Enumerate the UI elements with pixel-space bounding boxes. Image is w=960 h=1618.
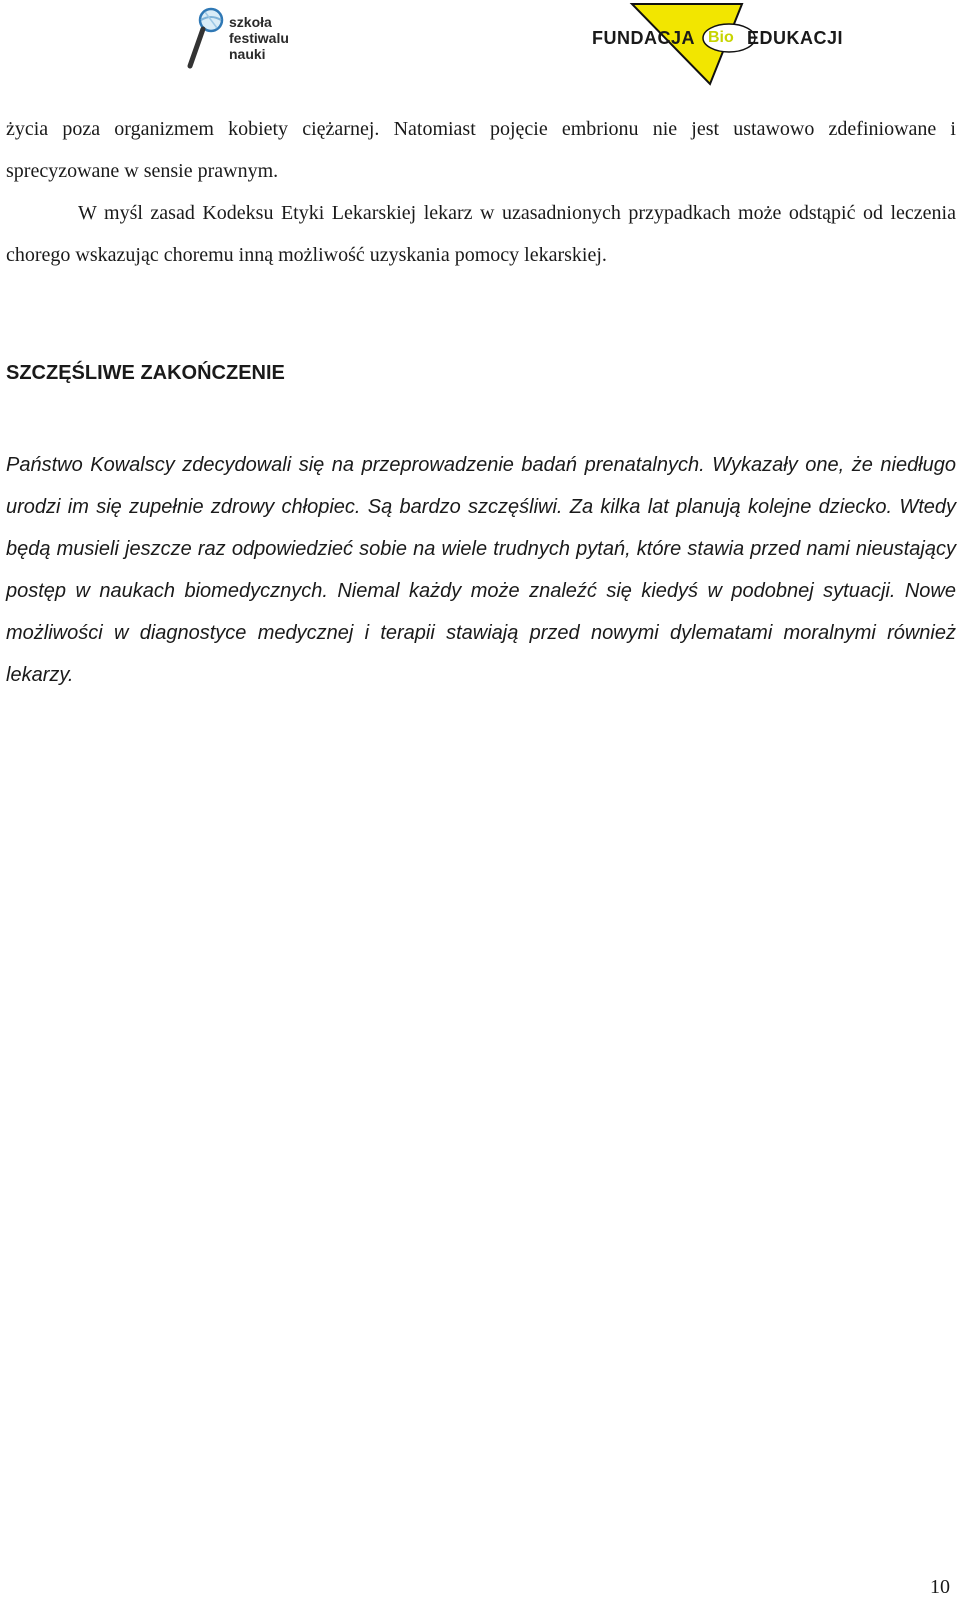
main-text [6, 108, 956, 276]
paragraph-kodeks: W myśl zasad Kodeksu Etyki Lekarskiej lekarz w uzasadnionych przypadkach może odstąpić od leczenia chorego wskazując choremu inną możliwość uzyskania pomocy lekarskiej. [6, 202, 956, 266]
page-header [0, 0, 960, 95]
paragraph-ending: Państwo Kowalscy zdecydowali się na przeprowadzenie badań prenatalnych. Wykazały one, że niedługo urodzi im się zupełnie zdrowy chłopiec. Są bardzo szczęśliwi. Za kilka lat planują kolejne dziecko. Wtedy będą musieli jeszcze raz odpowiedzieć sobie na wiele trudnych pytań, które stawia przed nami nieustający postęp w naukach biomedycznych. Niemal każdy może znaleźć się kiedyś w podobnej sytuacji. Nowe możliwości w diagnostyce medycznej i terapii stawiają przed nowymi dylematami moralnymi również lekarzy. [6, 454, 956, 686]
logo-line-3: nauki [229, 46, 266, 62]
logo-words [229, 14, 289, 62]
logo-line-1: szkoła [229, 14, 272, 30]
szkola-festiwalu-nauki-logo [184, 6, 294, 72]
paragraph-embrion: życia poza organizmem kobiety ciężarnej. Natomiast pojęcie embrionu nie jest ustawowo zdefiniowane i sprecyzowane w sensie prawnym. [6, 118, 956, 182]
logo-bio: Bio [708, 29, 734, 46]
logo-fundacja: FUNDACJA [592, 28, 695, 48]
logo-edukacji: EDUKACJI [747, 28, 844, 48]
logo-line-2: festiwalu [229, 30, 289, 46]
fundacja-bioedukacji-logo [592, 0, 852, 90]
section-heading: SZCZĘŚLIWE ZAKOŃCZENIE [6, 362, 285, 384]
page-number: 10 [930, 1576, 950, 1598]
